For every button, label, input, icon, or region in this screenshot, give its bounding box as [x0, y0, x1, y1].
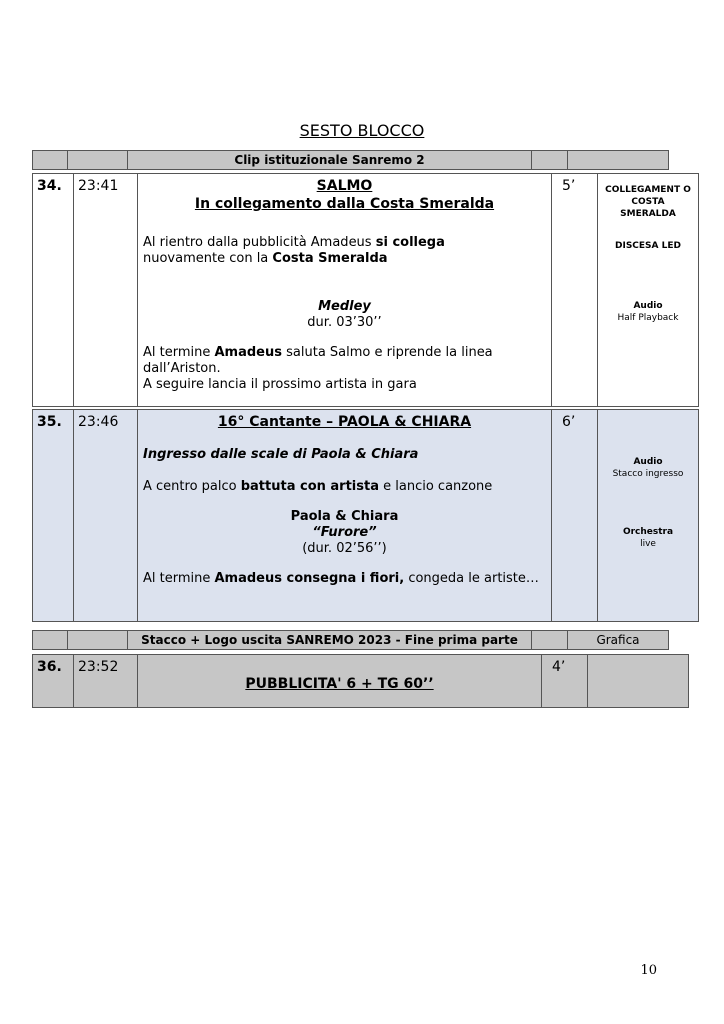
medley-label: Medley	[318, 299, 371, 314]
note-audio-text: Stacco ingresso	[612, 469, 684, 479]
note-orchestra-text: live	[640, 539, 656, 549]
note-audio-text: Half Playback	[617, 313, 679, 323]
entry-34-table	[32, 173, 699, 407]
note-orchestra-title: Orchestra	[622, 527, 674, 537]
artist-name: Paola & Chiara	[290, 509, 399, 524]
entry-notes	[598, 174, 699, 407]
note-audio-title: Audio	[633, 301, 663, 311]
entry-number: 35.	[33, 410, 74, 622]
note-collegamento: COLLEGAMENT O COSTA SMERALDA	[605, 185, 691, 219]
paragraph-2: Al termine Amadeus saluta Salmo e riprende la linea dall’Ariston. A seguire lancia il prossimo artista in gara	[143, 345, 493, 392]
entry-duration: 5’	[552, 174, 598, 407]
entry-subtitle: In collegamento dalla Costa Smeralda	[194, 196, 495, 212]
stacco-label: Stacco + Logo uscita SANREMO 2023 - Fine prima parte	[128, 631, 532, 650]
entry-35-row	[33, 410, 699, 622]
entry-duration: 4’	[542, 655, 588, 708]
stacco-row-table	[32, 630, 669, 650]
paragraph-1: Al rientro dalla pubblicità Amadeus si collega nuovamente con la Costa Smeralda	[143, 235, 445, 266]
note-audio-title: Audio	[633, 457, 663, 467]
entry-time: 23:41	[74, 174, 138, 407]
clip-row	[33, 151, 669, 170]
medley-duration: dur. 03’30’’	[307, 315, 382, 330]
entry-time: 23:52	[74, 655, 138, 708]
stacco-note: Grafica	[568, 631, 669, 650]
entry-notes	[598, 410, 699, 622]
entrance-note: Ingresso dalle scale di Paola & Chiara	[143, 447, 419, 462]
entry-time: 23:46	[74, 410, 138, 622]
song-title: “Furore”	[312, 525, 377, 540]
entry-duration: 6’	[552, 410, 598, 622]
entry-description	[138, 174, 552, 407]
entry-number: 34.	[33, 174, 74, 407]
entry-35-table	[32, 409, 699, 622]
page-number: 10	[640, 963, 657, 978]
note-discesa-led: DISCESA LED	[615, 241, 681, 251]
entry-36-row	[33, 655, 689, 708]
entry-title: PUBBLICITA' 6 + TG 60’’	[245, 676, 434, 692]
block-title: SESTO BLOCCO	[299, 121, 425, 140]
entry-number: 36.	[33, 655, 74, 708]
clip-label: Clip istituzionale Sanremo 2	[128, 151, 532, 170]
entry-title: 16° Cantante – PAOLA & CHIARA	[217, 414, 472, 430]
entry-34-row	[33, 174, 699, 407]
paragraph-1: A centro palco battuta con artista e lancio canzone	[143, 479, 493, 494]
entry-title: SALMO	[316, 178, 373, 194]
entry-description	[138, 655, 542, 708]
paragraph-2: Al termine Amadeus consegna i fiori, congeda le artiste…	[143, 571, 539, 586]
entry-36-table	[32, 654, 689, 708]
song-duration: (dur. 02’56’’)	[302, 541, 387, 556]
stacco-row	[33, 631, 669, 650]
entry-description	[138, 410, 552, 622]
clip-row-table	[32, 150, 669, 170]
